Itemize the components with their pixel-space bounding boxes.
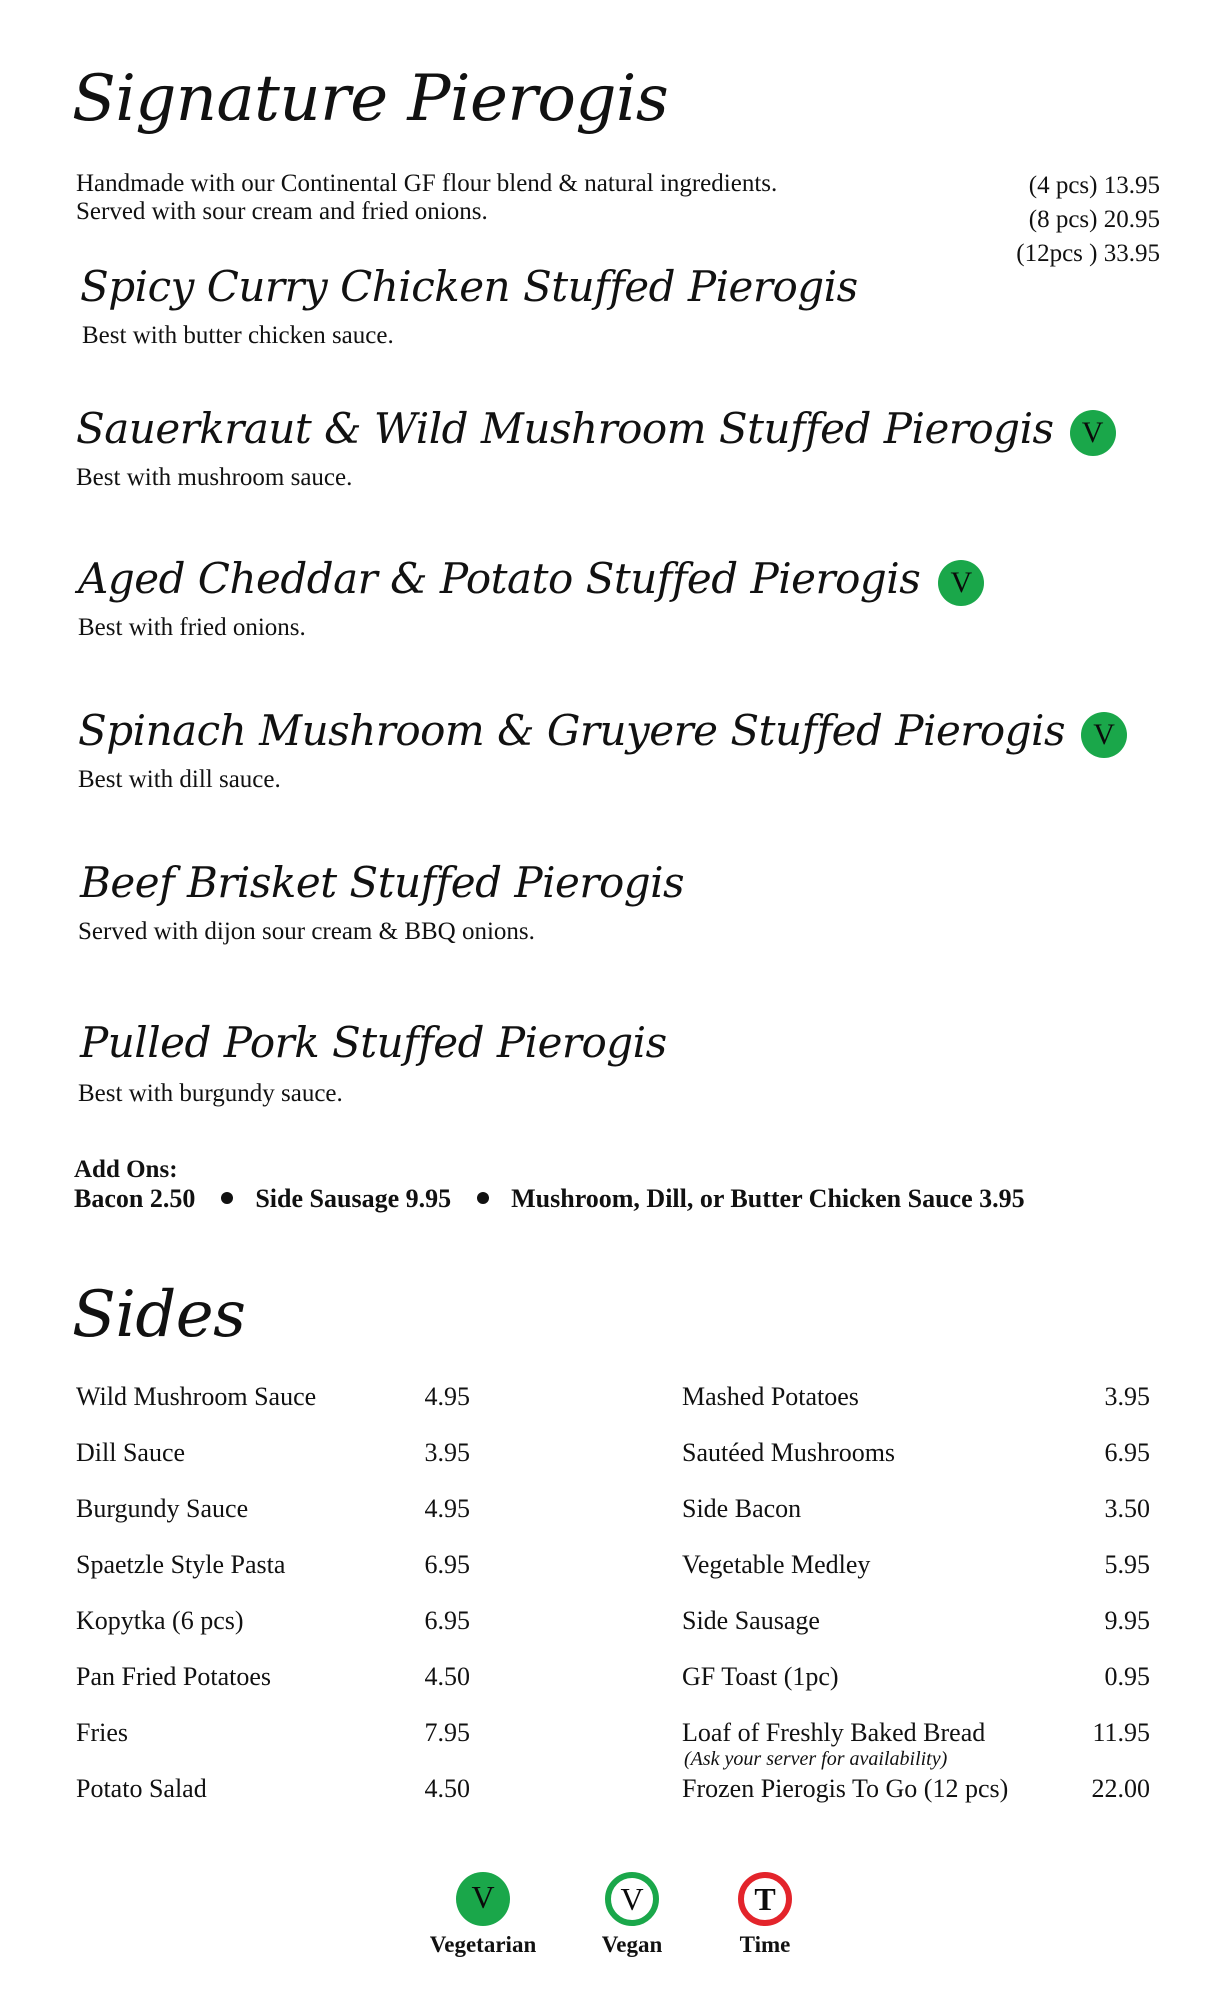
legend-label: Vegetarian (429, 1932, 537, 1957)
addon-item: Mushroom, Dill, or Butter Chicken Sauce 3.95 (511, 1184, 1025, 1213)
side-item-name: Mashed Potatoes (682, 1382, 859, 1411)
vegetarian-badge-icon: V (1070, 410, 1116, 456)
menu-item-name: Spicy Curry Chicken Stuffed Pierogis (80, 262, 858, 311)
side-item-price: 6.95 (1104, 1438, 1150, 1467)
side-item-price: 3.95 (424, 1438, 470, 1467)
side-item-name: Burgundy Sauce (76, 1494, 249, 1523)
side-item-name: Frozen Pierogis To Go (12 pcs) (682, 1774, 1009, 1803)
side-item-name: Vegetable Medley (682, 1550, 871, 1579)
side-item-name: Loaf of Freshly Baked Bread (682, 1718, 986, 1747)
side-item-name: Pan Fried Potatoes (76, 1662, 271, 1691)
side-item-name: Sautéed Mushrooms (682, 1438, 896, 1467)
menu-item-desc: Best with fried onions. (78, 614, 306, 641)
legend-label: Vegan (601, 1932, 663, 1957)
menu-item-row (78, 706, 1127, 764)
side-item-name: Fries (76, 1718, 128, 1747)
side-item-price: 3.50 (1104, 1494, 1150, 1523)
addons-title: Add Ons: (74, 1156, 178, 1183)
side-item-price: 4.95 (424, 1382, 470, 1411)
addons-list (74, 1184, 1025, 1214)
side-item-name: Dill Sauce (76, 1438, 186, 1467)
signature-intro-line1: Handmade with our Continental GF flour blend & natural ingredients. (76, 170, 778, 197)
signature-title: Signature Pierogis (72, 62, 669, 136)
bullet-icon (477, 1192, 489, 1204)
vegetarian-badge-icon: V (1081, 712, 1127, 758)
side-item-name: GF Toast (1pc) (682, 1662, 839, 1691)
menu-item-desc: Best with burgundy sauce. (78, 1080, 343, 1107)
menu-item-name: Sauerkraut & Wild Mushroom Stuffed Pierogis (76, 404, 1054, 453)
side-item-name: Side Bacon (682, 1494, 802, 1523)
menu-item-desc: Best with butter chicken sauce. (82, 322, 394, 349)
side-item-price: 6.95 (424, 1606, 470, 1635)
side-item-price: 4.50 (424, 1662, 470, 1691)
side-item-name: Potato Salad (76, 1774, 207, 1803)
price-12pcs: (12pcs ) 33.95 (1016, 240, 1160, 267)
side-item-name: Side Sausage (682, 1606, 820, 1635)
vegan-legend-icon: V (605, 1872, 659, 1926)
vegetarian-legend-icon: V (456, 1872, 510, 1926)
side-item-price: 7.95 (424, 1718, 470, 1747)
menu-item-name: Pulled Pork Stuffed Pierogis (80, 1018, 667, 1067)
price-8pcs: (8 pcs) 20.95 (1028, 206, 1160, 233)
signature-intro-line2: Served with sour cream and fried onions. (76, 198, 488, 225)
menu-item-desc: Served with dijon sour cream & BBQ onions. (78, 918, 535, 945)
side-item-name: Spaetzle Style Pasta (76, 1550, 286, 1579)
menu-item-desc: Best with dill sauce. (78, 766, 281, 793)
time-legend-icon: T (738, 1872, 792, 1926)
price-4pcs: (4 pcs) 13.95 (1028, 172, 1160, 199)
side-item-price: 4.50 (424, 1774, 470, 1803)
sides-title: Sides (72, 1278, 246, 1352)
menu-item-name: Beef Brisket Stuffed Pierogis (80, 858, 685, 907)
menu-item-desc: Best with mushroom sauce. (76, 464, 353, 491)
side-item-price: 11.95 (1092, 1718, 1150, 1747)
side-item-price: 6.95 (424, 1550, 470, 1579)
bullet-icon (221, 1192, 233, 1204)
addon-item: Bacon 2.50 (74, 1184, 196, 1213)
side-item-price: 9.95 (1104, 1606, 1150, 1635)
menu-item-name: Spinach Mushroom & Gruyere Stuffed Pierogis (78, 706, 1066, 755)
addon-item: Side Sausage 9.95 (255, 1184, 452, 1213)
side-item-name: Kopytka (6 pcs) (76, 1606, 244, 1635)
side-item-name: Wild Mushroom Sauce (76, 1382, 317, 1411)
vegetarian-badge-icon: V (938, 560, 984, 606)
side-item-price: 5.95 (1104, 1550, 1150, 1579)
side-item-note: (Ask your server for availability) (684, 1748, 948, 1770)
side-item-price: 3.95 (1104, 1382, 1150, 1411)
menu-item-row (76, 404, 1116, 462)
menu-item-name: Aged Cheddar & Potato Stuffed Pierogis (78, 554, 921, 603)
menu-item-row (78, 554, 984, 612)
side-item-price: 0.95 (1104, 1662, 1150, 1691)
legend-label: Time (739, 1932, 791, 1957)
side-item-price: 4.95 (424, 1494, 470, 1523)
side-item-price: 22.00 (1091, 1774, 1150, 1803)
